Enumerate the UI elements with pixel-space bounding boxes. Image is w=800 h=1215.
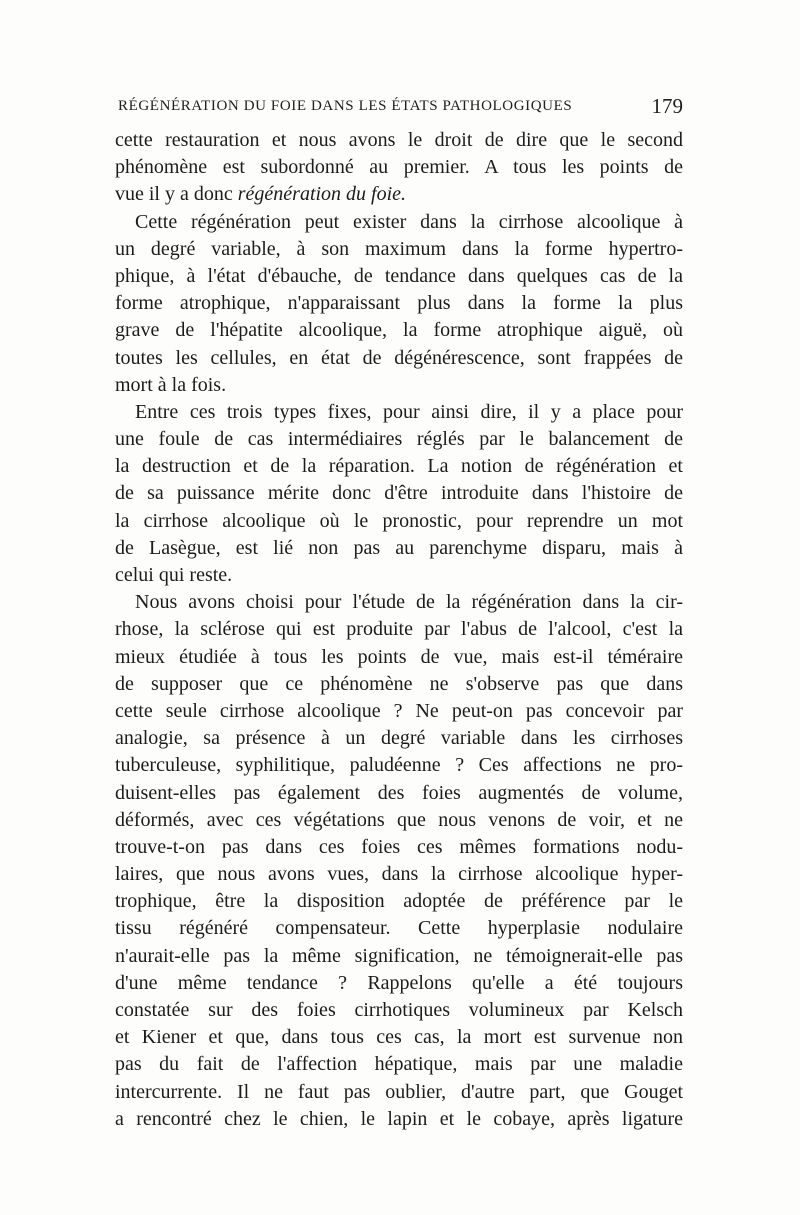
text-line: grave de l'hépatite alcoolique, la forme atrophique aiguë, où (115, 319, 683, 342)
text-line: laires, que nous avons vues, dans la cirrhose alcoolique hyper- (115, 863, 683, 886)
text-line: rhose, la sclérose qui est produite par l'abus de l'alcool, c'est la (115, 618, 683, 641)
text-line (115, 181, 683, 208)
text-line: d'une même tendance ? Rappelons qu'elle a été toujours (115, 971, 683, 994)
page-number: 179 (651, 94, 683, 118)
text-line: la destruction et de la réparation. La notion de régénération et (115, 455, 683, 478)
text-line: duisent-elles pas également des foies augmentés de volume, (115, 781, 683, 804)
page-header (118, 96, 683, 124)
text-line: trophique, être la disposition adoptée de préférence par le (115, 890, 683, 913)
text-line: mieux étudiée à tous les points de vue, mais est-il téméraire (115, 645, 683, 668)
text-line: forme atrophique, n'apparaissant plus dans la forme la plus (115, 292, 683, 315)
running-head: RÉGÉNÉRATION DU FOIE DANS LES ÉTATS PATHOLOGIQUES (118, 98, 573, 114)
body-text (115, 127, 683, 1133)
text-line-start: vue il y a donc (115, 183, 233, 206)
text-line: celui qui reste. (115, 564, 233, 586)
text-line: tuberculeuse, syphilitique, paludéenne ? Ces affections ne pro- (115, 754, 683, 777)
text-line: trouve-t-on pas dans ces foies ces mêmes formations nodu- (115, 835, 683, 858)
text-line: toutes les cellules, en état de dégénérescence, sont frappées de (115, 346, 683, 369)
paragraph-first-line: Entre ces trois types fixes, pour ainsi dire, il y a place pour (135, 400, 683, 423)
text-line: mort à la fois. (115, 373, 227, 396)
text-line: de sa puissance mérite donc d'être introduite dans l'histoire de (115, 482, 683, 505)
paragraph-first-line: Cette régénération peut exister dans la cirrhose alcoolique à (135, 210, 683, 233)
text-line: n'aurait-elle pas la même signification, ne témoignerait-elle pas (115, 944, 683, 967)
text-line: cette seule cirrhose alcoolique ? Ne peut-on pas concevoir par (115, 699, 683, 722)
text-line: de Lasègue, est lié non pas au parenchyme disparu, mais à (115, 536, 683, 559)
text-line: phénomène est subordonné au premier. A tous les points de (115, 156, 683, 179)
text-line: une foule de cas intermédiaires réglés par le balancement de (115, 428, 683, 451)
text-line: cette restauration et nous avons le droit de dire que le second (115, 129, 683, 151)
text-line: la cirrhose alcoolique où le pronostic, pour reprendre un mot (115, 509, 683, 532)
text-line: constatée sur des foies cirrhotiques volumineux par Kelsch (115, 999, 683, 1021)
text-line: et Kiener et que, dans tous ces cas, la mort est survenue non (115, 1026, 683, 1049)
text-line: intercurrente. Il ne faut pas oublier, d'autre part, que Gouget (115, 1080, 683, 1103)
text-line: déformés, avec ces végétations que nous venons de voir, et ne (115, 808, 683, 831)
text-line: un degré variable, à son maximum dans la forme hypertro- (115, 237, 683, 260)
text-line: phique, à l'état d'ébauche, de tendance dans quelques cas de la (115, 264, 683, 287)
paragraph-first-line: Nous avons choisi pour l'étude de la régénération dans la cir- (135, 591, 683, 614)
text-line: a rencontré chez le chien, le lapin et le cobaye, après ligature (115, 1107, 683, 1130)
italic-phrase: régénération du foie. (237, 183, 407, 206)
text-line: tissu régénéré compensateur. Cette hyperplasie nodulaire (115, 917, 683, 940)
text-line: pas du fait de l'affection hépatique, mais par une maladie (115, 1053, 683, 1076)
text-line: analogie, sa présence à un degré variable dans les cirrhoses (115, 727, 683, 750)
text-line: de supposer que ce phénomène ne s'observe pas que dans (115, 672, 683, 695)
